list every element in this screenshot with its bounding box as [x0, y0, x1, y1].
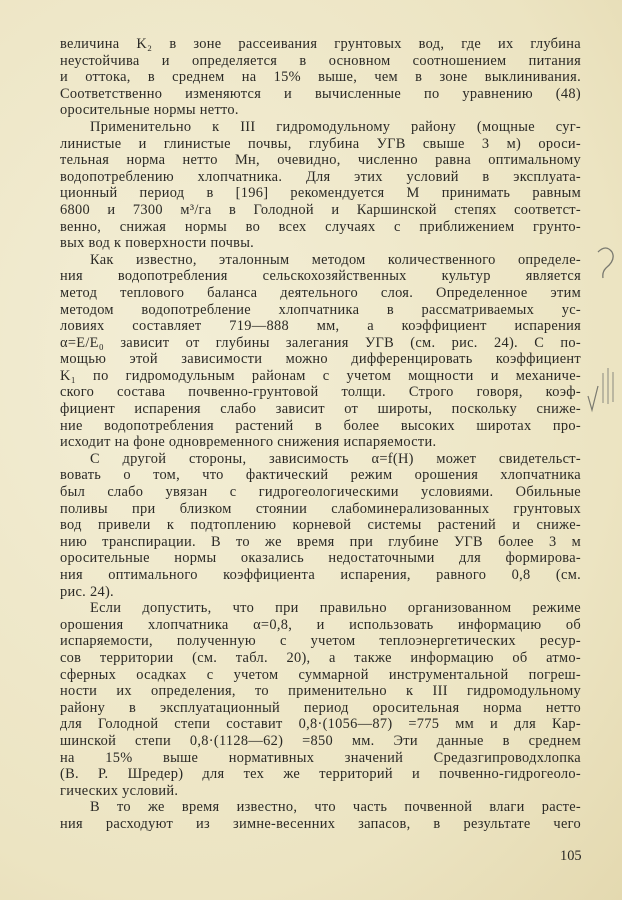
- tick-annotation: [588, 386, 598, 410]
- paragraph: [60, 799, 581, 832]
- text-line: венно, снижая нормы во всех случаях с приближением грунто-: [60, 218, 581, 235]
- text-line: был слабо увязан с гидрогеологическими условиями. Обильные: [60, 484, 581, 501]
- text-line: неустойчива и определяется в основном соотношением питания: [60, 52, 581, 69]
- text-line: гических условий.: [60, 782, 179, 799]
- text-line: фициент испарения слабо зависит от широты, поскольку сниже-: [60, 401, 581, 418]
- text-line: шинской степи 0,8·(1128—62) =850 мм. Эти данные в среднем: [60, 732, 581, 749]
- text-line: K₁ по гидромодульным районам с учетом мощности и механиче-: [60, 367, 581, 384]
- paragraph: [60, 36, 581, 119]
- text-line: вовать о том, что фактический режим орошения хлопчатника: [60, 467, 581, 484]
- text-line: (В. Р. Шредер) для тех же территорий и почвенно-гидрогеоло-: [60, 766, 581, 783]
- text-line: методом водопотребление хлопчатника в рассматриваемых ус-: [60, 301, 581, 318]
- text-line: району в эксплуатационный период оросительная норма нетто: [60, 699, 581, 716]
- text-line: водопотреблению хлопчатника. Для этих условий в эксплуата-: [60, 168, 581, 185]
- text-line: вых вод к поверхности почвы.: [60, 235, 255, 252]
- text-line: С другой стороны, зависимость α=f(H) может свидетельст-: [90, 450, 581, 467]
- text-line: вод привели к подтоплению корневой системы растений и сниже-: [60, 517, 581, 534]
- text-line: оросительные нормы оказались недостаточными для формирова-: [60, 550, 581, 567]
- text-line: линистые и глинистые почвы, глубина УГВ свыше 3 м) ороси-: [60, 135, 581, 152]
- text-line: ния водопотребления сельскохозяйственных культур является: [60, 268, 581, 285]
- text-line: для Голодной степи составит 0,8·(1056—87) =775 мм и для Кар-: [60, 716, 581, 733]
- text-line: ности их определения, то применительно к III гидромодульному: [60, 683, 581, 700]
- paragraph: [60, 119, 581, 252]
- text-line: α=E/E₀ зависит от глубины залегания УГВ (см. рис. 24). С по-: [60, 334, 581, 351]
- text-line: ния расходуют из зимне-весенних запасов, в результате чего: [60, 815, 581, 832]
- text-line: метод теплового баланса деятельного слоя. Определенное этим: [60, 284, 581, 301]
- page-body: [60, 36, 581, 833]
- text-line: ционный период в [196] рекомендуется M принимать равным: [60, 185, 581, 202]
- text-line: Как известно, эталонным методом количественного определе-: [90, 251, 581, 268]
- text-line: сферных осадках с учетом суммарной инструментальной погреш-: [60, 666, 581, 683]
- text-line: В то же время известно, что часть почвенной влаги расте-: [90, 799, 581, 816]
- text-line: сов территории (см. табл. 20), а также информацию об атмо-: [60, 649, 581, 666]
- text-line: ние водопотребления растений в более высоких широтах про-: [60, 417, 581, 434]
- text-line: Если допустить, что при правильно организованном режиме: [90, 600, 581, 617]
- text-line: ского состава почвенно-грунтовой толщи. Строго говоря, коэф-: [60, 384, 581, 401]
- text-line: нию транспирации. В то же время при глубине УГВ более 3 м: [60, 533, 581, 550]
- paragraph: [60, 451, 581, 600]
- text-line: на 15% выше нормативных значений Средазгипроводхлопка: [60, 749, 581, 766]
- text-line: тельная норма нетто Mн, очевидно, численно равна оптимальному: [60, 152, 581, 169]
- question-mark-annotation: [598, 248, 613, 278]
- text-line: испаряемости, полученную с учетом теплоэнергетических ресур-: [60, 633, 581, 650]
- text-line: Соответственно изменяются и вычисленные по уравнению (48): [60, 85, 581, 102]
- text-line: оросительные нормы нетто.: [60, 102, 239, 119]
- text-line: исходит на фоне одновременного снижения испаряемости.: [60, 434, 437, 451]
- text-line: мощью этой зависимости можно дифференцировать коэффициент: [60, 351, 581, 368]
- text-line: рис. 24).: [60, 583, 114, 600]
- text-line: ния оптимального коэффициента испарения, равного 0,8 (см.: [60, 567, 581, 583]
- paragraph: [60, 600, 581, 799]
- triple-line-annotation: [603, 368, 613, 404]
- text-line: величина K₂ в зоне рассеивания грунтовых вод, где их глубина: [60, 36, 581, 52]
- text-line: ловиях составляет 719—888 мм, а коэффициент испарения: [60, 318, 581, 335]
- text-line: орошения хлопчатника α=0,8, и использовать информацию об: [60, 616, 581, 633]
- paragraph: [60, 252, 581, 451]
- text-line: поливы при близком стоянии слабоминерализованных грунтовых: [60, 500, 581, 517]
- page-number: 105: [560, 848, 582, 864]
- text-line: 6800 и 7300 м³/га в Голодной и Каршинской степях соответст-: [60, 201, 581, 218]
- text-line: и оттока, в среднем на 15% выше, чем в зоне выклинивания.: [60, 69, 581, 86]
- text-line: Применительно к III гидромодульному району (мощные суг-: [90, 118, 581, 135]
